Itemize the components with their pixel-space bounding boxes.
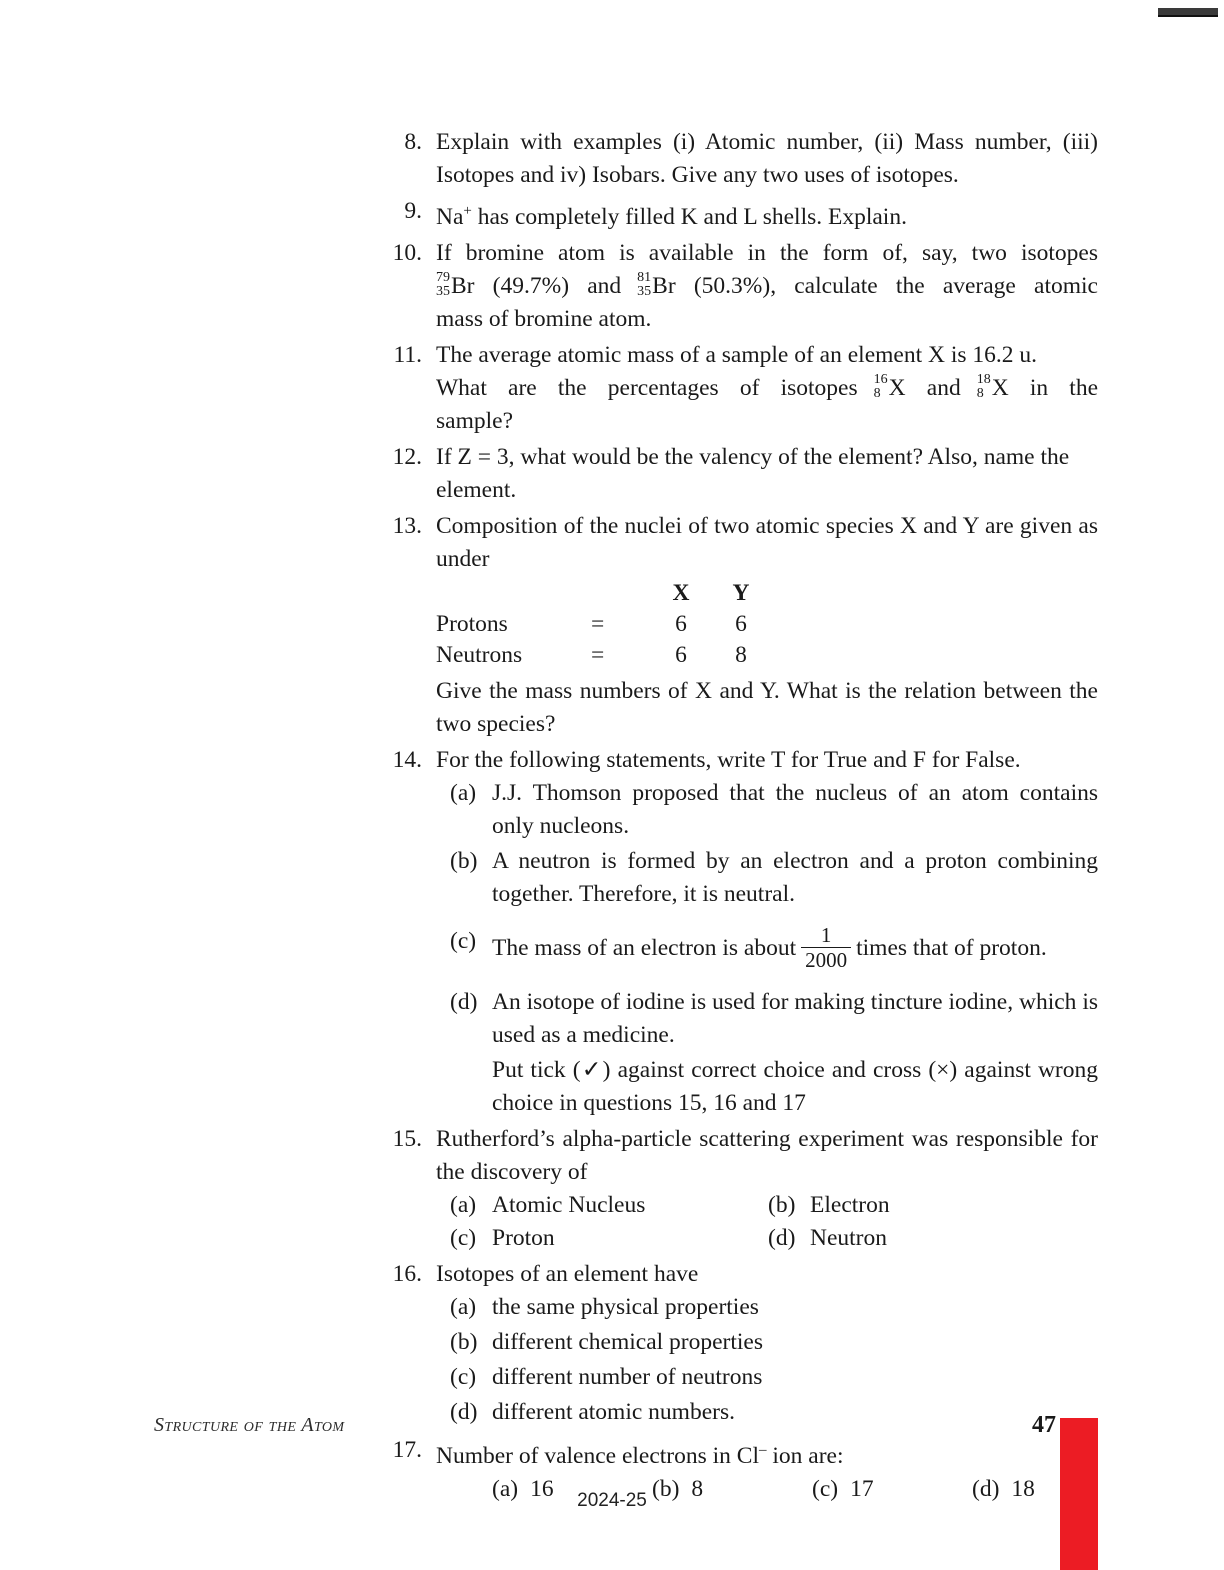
question-16-number: 16.: [392, 1261, 422, 1288]
isotope-x-16-atomic: 8: [873, 386, 881, 402]
question-10-line1: If bromine atom is available in the form of, say, two isotopes: [436, 239, 1098, 266]
question-16-option-d[interactable]: [436, 1396, 1098, 1429]
option-b-label: (b): [652, 1475, 680, 1502]
option-b-label: (b): [768, 1192, 796, 1219]
item-d-label: (d): [450, 989, 478, 1016]
question-17-stem-post: ion are:: [766, 1442, 844, 1469]
option-b-text: 8: [691, 1475, 704, 1502]
question-15-stem: Rutherford’s alpha-particle scattering experiment was responsible for the discovery of: [436, 1126, 1098, 1186]
option-a-label: (a): [492, 1475, 519, 1502]
question-12-text: If Z = 3, what would be the valency of the element? Also, name the element.: [436, 443, 1070, 503]
protons-x-value: 6: [675, 610, 687, 637]
question-11-body: [436, 339, 1098, 438]
table-row: [436, 640, 771, 671]
question-16-option-c[interactable]: [436, 1361, 1098, 1394]
question-10-line3: mass of bromine atom.: [436, 305, 652, 332]
column-header-x: X: [672, 579, 690, 606]
question-11-line2: [436, 372, 1098, 405]
isotope-br-79-mass: 79: [436, 270, 450, 286]
row-equals-protons: =: [591, 610, 605, 637]
table-header-row: [436, 578, 771, 609]
row-label-neutrons: Neutrons: [436, 641, 523, 668]
isotope-br-79-symbol: Br: [451, 272, 475, 299]
isotope-x-16: [874, 373, 888, 403]
fraction-denominator: 2000: [801, 947, 851, 972]
question-11-line3: sample?: [436, 407, 513, 434]
question-10-line2: [436, 270, 1098, 303]
question-14-item-d: [436, 986, 1098, 1052]
question-13-outro: Give the mass numbers of X and Y. What is the relation between the two species?: [436, 677, 1098, 737]
option-d-text: 18: [1011, 1475, 1035, 1502]
question-list: [380, 126, 1098, 1509]
nuclei-composition-table: [436, 578, 771, 671]
option-a-label: (a): [450, 1294, 477, 1321]
question-9-number: 9.: [404, 198, 422, 224]
question-11-line2-post: in the: [1029, 374, 1099, 401]
option-b-wrapper[interactable]: [754, 1189, 890, 1222]
question-16-stem: Isotopes of an element have: [436, 1261, 699, 1288]
question-10: [380, 237, 1098, 336]
row-equals-neutrons: =: [591, 641, 605, 668]
option-c-label: (c): [450, 1364, 477, 1391]
isotope-br-81: [637, 271, 651, 301]
option-b-text: Electron: [810, 1192, 890, 1219]
isotope-br-79: [436, 271, 450, 301]
isotope-br-81-symbol: Br: [652, 272, 676, 299]
protons-y-value: 6: [735, 610, 747, 637]
question-11-number: 11.: [393, 341, 422, 368]
fraction-one-over-2000: [801, 923, 851, 972]
option-c-wrapper[interactable]: [436, 1222, 754, 1255]
item-c-label: (c): [450, 927, 477, 954]
question-14-body: [436, 744, 1098, 1120]
row-label-protons: Protons: [436, 610, 508, 637]
question-14-item-b: [436, 845, 1098, 911]
running-footer-chapter-title: Structure of the Atom: [154, 1414, 345, 1436]
item-c-text-pre: The mass of an electron is about: [492, 934, 797, 961]
item-c-text: [492, 922, 1098, 974]
isotope-br-81-mass: 81: [637, 270, 652, 286]
question-9: [380, 195, 1098, 234]
isotope-x-16-mass: 16: [873, 372, 888, 388]
item-b-label: (b): [450, 847, 478, 874]
fraction-numerator: 1: [820, 922, 832, 947]
crop-registration-mark: [1158, 8, 1218, 17]
option-d-label: (d): [972, 1475, 1000, 1502]
question-14-item-a: [436, 777, 1098, 843]
table-row: [436, 609, 771, 640]
isotope-x-16-symbol: X: [888, 374, 906, 401]
question-14: [380, 744, 1098, 1120]
question-13: [380, 510, 1098, 741]
question-16-body: [436, 1258, 1098, 1431]
question-13-body: [436, 510, 1098, 741]
option-c-label: (c): [812, 1475, 839, 1502]
page-number: 47: [1032, 1412, 1056, 1438]
question-10-mid2: (50.3%), calculate the average atomic: [675, 272, 1098, 299]
question-8: [380, 126, 1098, 192]
question-10-number: 10.: [392, 239, 422, 266]
option-d-label: (d): [450, 1399, 478, 1426]
option-a-text: the same physical properties: [492, 1294, 759, 1321]
item-a-label: (a): [450, 779, 477, 806]
isotope-x-18: [977, 373, 991, 403]
column-header-y: Y: [732, 579, 750, 606]
option-c-label: (c): [450, 1225, 477, 1252]
question-15-options-row-1: [436, 1189, 1098, 1222]
neutrons-y-value: 8: [735, 641, 747, 668]
option-a-wrapper[interactable]: [436, 1189, 754, 1222]
question-17-number: 17.: [392, 1437, 422, 1464]
item-b-text: A neutron is formed by an electron and a proton combining together. Therefore, it is neutral.: [492, 847, 1098, 907]
question-14-intro: For the following statements, write T for True and F for False.: [436, 746, 1021, 773]
sodium-charge: +: [463, 203, 472, 219]
question-13-number: 13.: [392, 512, 422, 539]
question-14-item-c: [436, 922, 1098, 974]
question-15-number: 15.: [392, 1126, 422, 1153]
item-c-text-post: times that of proton.: [856, 934, 1047, 961]
question-16-option-a[interactable]: [436, 1291, 1098, 1324]
question-13-intro: Composition of the nuclei of two atomic species X and Y are given as under: [436, 512, 1098, 572]
question-10-body: [436, 237, 1098, 336]
item-a-text: J.J. Thomson proposed that the nucleus of an atom contains only nucleons.: [492, 779, 1098, 839]
question-11-line2-mid: and: [926, 374, 961, 401]
question-15-body: [436, 1123, 1098, 1255]
tick-cross-instruction: Put tick (✓) against correct choice and cross (×) against wrong choice in questions 15, 16 and 17: [492, 1057, 1098, 1117]
option-a-text: 16: [530, 1475, 554, 1502]
option-c-text: 17: [850, 1475, 874, 1502]
isotope-x-18-symbol: X: [991, 374, 1009, 401]
sodium-symbol: Na: [436, 203, 464, 230]
question-17-stem: [436, 1434, 1132, 1473]
isotope-x-18-mass: 18: [976, 372, 991, 388]
question-11: [380, 339, 1098, 438]
neutrons-x-value: 6: [675, 641, 687, 668]
question-9-text: [436, 195, 1098, 234]
question-12-number: 12.: [392, 443, 422, 470]
question-9-rest: has completely filled K and L shells. Explain.: [471, 203, 907, 230]
header-blank-eq: [591, 578, 651, 609]
option-c-text: Proton: [492, 1225, 555, 1252]
question-17-stem-pre: Number of valence electrons in Cl: [436, 1442, 760, 1469]
question-11-line1: The average atomic mass of a sample of an element X is 16.2 u.: [436, 341, 1038, 368]
option-d-wrapper[interactable]: [754, 1222, 887, 1255]
option-d-label: (d): [768, 1225, 796, 1252]
question-8-number: 8.: [404, 129, 422, 155]
item-d-text: An isotope of iodine is used for making tincture iodine, which is used as a medicine.: [492, 989, 1098, 1049]
option-d-text: Neutron: [810, 1225, 888, 1252]
header-blank: [436, 578, 591, 609]
option-b-text: different chemical properties: [492, 1329, 763, 1356]
isotope-br-81-atomic: 35: [637, 284, 652, 300]
question-16: [380, 1258, 1098, 1431]
isotope-br-79-atomic: 35: [436, 284, 450, 300]
option-c-text: different number of neutrons: [492, 1364, 763, 1391]
question-8-text: Explain with examples (i) Atomic number, (ii) Mass number, (iii) Isotopes and iv) Isobars. Give any two uses of isotopes.: [436, 129, 1098, 188]
option-b-label: (b): [450, 1329, 478, 1356]
question-15: [380, 1123, 1098, 1255]
option-d-text: different atomic numbers.: [492, 1399, 735, 1426]
question-16-option-b[interactable]: [436, 1326, 1098, 1359]
question-12: [380, 441, 1098, 507]
isotope-x-18-atomic: 8: [976, 386, 984, 402]
question-10-mid1: (49.7%) and: [474, 272, 622, 299]
question-14-number: 14.: [392, 746, 422, 773]
question-11-line2-pre: What are the percentages of isotopes: [436, 374, 858, 401]
chloride-charge: –: [759, 1442, 767, 1459]
option-a-label: (a): [450, 1192, 477, 1219]
question-15-options-row-2: [436, 1222, 1098, 1255]
edition-year: 2024-25: [577, 1490, 647, 1511]
option-a-text: Atomic Nucleus: [492, 1192, 646, 1219]
